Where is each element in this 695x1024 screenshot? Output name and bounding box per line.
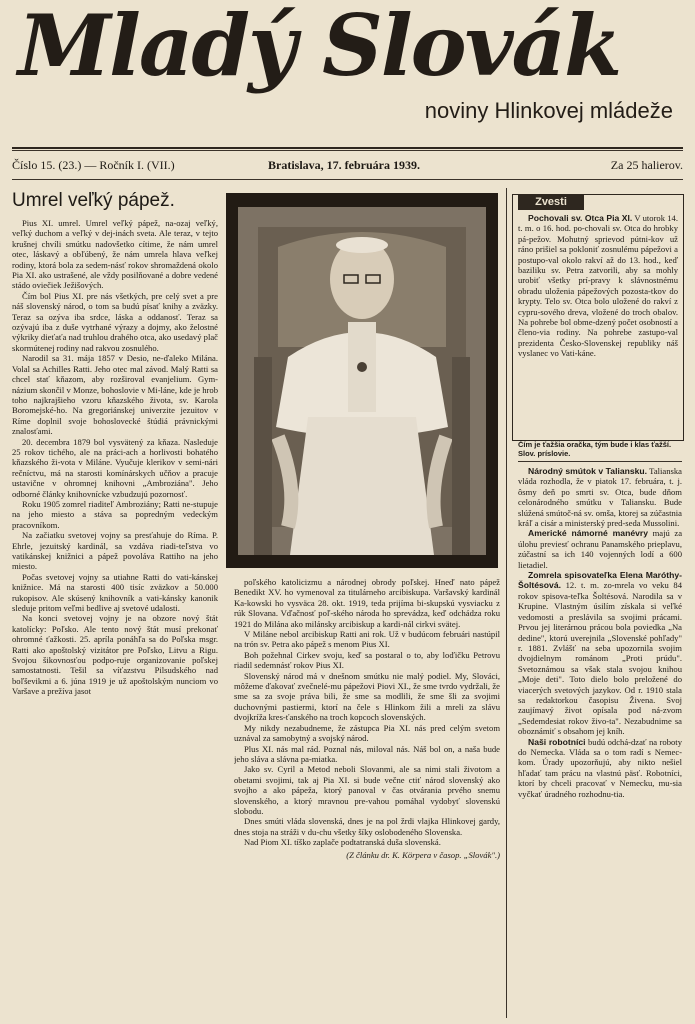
- news-item-text: 12. t. m. zo-mrela vo veku 84 rokov spisova-teľka Šoltésová. Narodila sa v Krupine. Vlastným úsilím získala si veľké vedomosti a preslávila sa svojimi prácami. Prvou jej literárnou prácou bola poviedka „Na dedine", ktorú uverejnila „Slovenské pohľady" r. 1881. Zvlášť na seba upozornila svojim dvojdielnym románom „Proti prúdu". Svetoznámou sa však stala svojou knihou „Moje deti". Toto dielo bolo preložené do viacerých svetových jazykov. Od r. 1910 stala sa redaktorkou časopisu Živena. Svoj zaujímavý život opísala pod ná-zvom „Sedemdesiat rokov živo-ta". Nezabudnime sa oboznámiť s obsahom jej kníh.: [518, 580, 682, 737]
- place-date: Bratislava, 17. februára 1939.: [268, 158, 420, 172]
- article-paragraph: Boh požehnal Cirkev svoju, keď sa postaral o to, aby loďičku Petrovu riadil sedemnásť rokov Pius XI.: [234, 649, 500, 671]
- article-paragraph: Narodil sa 31. mája 1857 v Desio, ne-ďaleko Milána. Volal sa Achilles Ratti. Jeho otec mal závod. Malý Ratti sa chcel stať kňazom, aby rozširoval evanjelium. Gym-názium skončil v Monze, bohoslovie v Mi-láne, kde je hrob toho najkrajšieho vzoru kňazského života, sv. Karola Boromejské-ho. Na gregoriánskej univerzite jezuitov v Ríme doplnil svoje bohoslovecké štúdiá právnickými znalosťami.: [12, 353, 218, 437]
- news-item: [518, 213, 678, 359]
- proverb-quote: Čím je ťažšia oračka, tým bude i klas ťažší. Slov. príslovie.: [518, 440, 682, 462]
- news-item-title: Naši robotníci: [528, 736, 586, 747]
- news-item: [518, 528, 682, 570]
- pope-portrait-frame: [226, 193, 498, 568]
- news-item-text: budú odchá-dzať na roboty do Nemecka. Vláda sa o tom radí s Nemec-kom. Úrady upozorňujú, aby nikto nešiel hľadať tam prácu na vlastnú päsť. Robotníci, ktorí by chceli pracovať v Nemecku, mu-sia vyčkať úradného rozhodnu-tia.: [518, 736, 682, 799]
- article-paragraph: Pius XI. umrel. Umrel veľký pápež, na-ozaj veľký, veľký duchom a veľký v dej-inách sveta. Ale teraz, v tejto krušnej chvíli smútku nadovšetko cítime, že nám umrel otec, láskavý a obľúbený, že nám umrela hlava veľkej rodiny, ktorá bola za sedem-násť rokov shromaždená okolo Pia XI. ako ustrašené, ale vždy posilňované a dobre vedené stádo oviečiek Ježišových.: [12, 218, 218, 291]
- news-items-top: [518, 213, 678, 435]
- news-item-title: Národný smútok v Taliansku.: [528, 466, 648, 476]
- news-items-bottom: [518, 466, 682, 1018]
- article-paragraph: Jako sv. Cyril a Metod neboli Slovanmi, ale sa nimi stali životom a obetami svojimi, tak aj Pia XI. si bude večne ctiť národ slovenský ako svojho a ako pápeža, ktorý panoval v čas otvárania prvého snemu slovenského, a ktorý mravnou pre-vahou pomáhal vydobyť slovenskú slobodu.: [234, 764, 500, 816]
- news-section-label: Zvesti: [518, 194, 584, 210]
- news-item-text: majú za úlohu previesť ochranu Panamského prieplavu, zúčastní sa ich 140 vojenných lodí a 600 lietadiel.: [518, 528, 682, 570]
- article-paragraph: Čím bol Pius XI. pre nás všetkých, pre celý svet a pre náš slovenský národ, o tom sa budú písať knihy a zväzky. Teraz sa ozýva iba srdce, láska a oddanosť. Teraz sa ozývajú iba z duše vytrhané výrazy a dojmy, ako želostné výkriky dieťaťa nad truhlou drahého otca, ako usedavý plač skormútenej rodiny nad rakvou zosnulého.: [12, 290, 218, 353]
- masthead: [10, 0, 685, 123]
- column-divider: [506, 188, 507, 1018]
- article-paragraph: 20. decembra 1879 bol vysvätený za kňaza. Nasleduje 25 rokov tichého, ale na práci-ach a horlivosti bohatého kňazského ži-vota v Miláne. Vyučuje klerikov v semi-nári rečníctvu, má na starosti komínárskych učňov a pracuje ustavične v ohromnej knihovni „Ambroziána". Jeho odborné články knihovnícke vzbudzujú pozornosť.: [12, 436, 218, 499]
- news-item: [518, 466, 682, 528]
- news-item-title: Pochovali sv. Otca Pia XI.: [528, 213, 633, 223]
- news-item-title: Zomrela spisovateľka Elena Maróthy-Šoltésová.: [518, 570, 682, 591]
- issue-number: Číslo 15. (23.) — Ročník I. (VII.): [12, 158, 175, 172]
- article-paragraph: V Miláne nebol arcibiskup Ratti ani rok. Už v budúcom februári nastúpil na trón sv. Petra ako pápež s menom Pius XI.: [234, 629, 500, 650]
- article-paragraph: Slovenský národ má v dnešnom smútku nie malý podiel. My, Slováci, môžeme ďakovať zvečnelé-mu pápežovi Piovi XI., že sme tvrdo vydržali, že sme sa za svoje práva bili, že sme sa modlili, že sme šli za svojimi duchovnými pastiermi, ktorí na čele s Hlinkom žili a mreli za slávu dvojkríža kres-ťanského na troch kopcoch slovenských.: [234, 670, 500, 723]
- article-paragraph: Roku 1905 zomrel riaditeľ Ambroziány; Ratti ne-stupuje na jeho miesto a stáva sa popredným vedeckým pracovníkom.: [12, 498, 218, 530]
- article-column-1: [12, 218, 218, 1018]
- newspaper-title: Mladý Slovák: [18, 0, 621, 95]
- article-paragraph: Nad Piom XI. tíško zaplače podtatranská duša slovenská.: [244, 837, 441, 848]
- portrait-illustration: [238, 207, 486, 555]
- newspaper-subtitle: noviny Hlinkovej mládeže: [424, 98, 673, 123]
- news-item-text: V utorok 14. t. m. o 16. hod. po-chovali sv. Otca do hrobky pá-pežov. Mohutný sprievod pútni-kov už ráno prišiel sa pokloniť zosnulému pápežovi a postupo-val okolo rakví až do 13. hod., keď baziliku sv. Petra zatvorili, aby sa mohly urobiť všetky prí-pravy k slávnostnému obradu uloženia pápežových pozosta-tkov do krypty. Telo sv. Otca bolo uložené do rakví z cypru-sového dreva, vložené do troch obalov. Na pohrebe bol obme-dzený počet osobností a členo-via rodiny. Na pohrebe zastupo-val prezidenta Česko-Slovenskej republiky náš vyslanec vo Vati-káne.: [518, 213, 678, 359]
- article-headline: Umrel veľký pápež.: [12, 190, 175, 211]
- article-paragraph: Na konci svetovej vojny je na obzore nový štát katolícky: Poľsko. Ale tento nový štát musí prekonať ohromné ťažkosti. 25. apríla ponáhľa sa do Poľska msgr. Ratti ako apoštolský vizitátor pre Poľsko, Litvu a Rigu. Svojou šikovnosťou podpo-ruje organizovanie poľskej samostatnosti. Tešil sa víťazstvu Pilsudského nad boľševikmi a 6. júna 1919 je už apoštolským nunciom vo Varšave a prežíva jasot: [12, 613, 218, 697]
- price: Za 25 halierov.: [610, 158, 683, 172]
- news-item: [518, 570, 682, 737]
- article-paragraph: Dnes smúti vláda slovenská, dnes je na pol žrdi vlajka Hlinkovej gardy, dnes stoja na stráži v du-chu všetky šíky oslobodeného Slovenska.: [234, 816, 500, 837]
- issue-info-bar: [12, 150, 683, 180]
- article-source: (Z článku dr. K. Körpera v časop. „Slovák".): [346, 849, 500, 860]
- article-paragraph: Na začiatku svetovej vojny sa presťahuje do Ríma. P. Ehrle, jezuitský kardinál, sa vzdáva riadi-teľstva vo vatikánskej knižnici a pápež povoláva Rattiho na jeho miesto.: [12, 530, 218, 572]
- masthead-rule: [12, 147, 683, 149]
- article-paragraph: poľského katolicizmu a národnej obrody poľskej. Hneď nato pápež Benedikt XV. ho vymenoval za titulárneho arcibiskupa. Varšavský kardinál Ka-kowski ho vysväca 28. okt. 1919, teda prijíma bi-skupskú vysviacku z rúk Slovana. Vďačnosť poľ-ského národa ho sprevádza, keď odchádza roku 1921 do Milána ako milánsky arcibiskup a kardi-nál cirkvi svätej.: [234, 577, 500, 629]
- pope-portrait-photo: [238, 207, 486, 555]
- article-column-2: [234, 577, 500, 1017]
- news-item: [518, 737, 682, 799]
- news-item-text: Talianska vláda rozhodla, že v piatok 17. februára, t. j. ôsmy deň po smrti sv. Otca, bude dňom celonárodného smútku v Taliansku. Bude slúžená smútoč-ná sv. omša, ktorej sa zúčastnia kráľ a cisár a ministerský pred-seda Mussolini.: [518, 466, 682, 529]
- article-paragraph: My nikdy nezabudneme, že zástupca Pia XI. nás pred celým svetom uznával za samobytný a svojský národ.: [234, 722, 500, 744]
- news-item-title: Americké námorné manévry: [528, 528, 649, 539]
- article-paragraph: Plus XI. nás mal rád. Poznal nás, miloval nás. Náš bol on, a naša bude jeho sláva a slávna pa-miatka.: [234, 743, 500, 764]
- article-paragraph: Počas svetovej vojny sa utiahne Ratti do vati-kánskej knižnice. Má na starosti 400 tisíc zväzkov a 50.000 rukopisov. Ale skúsený knihovník a vati-kánsky kanonik sleduje pritom veľmi bedlive aj svetové udalosti.: [12, 571, 218, 614]
